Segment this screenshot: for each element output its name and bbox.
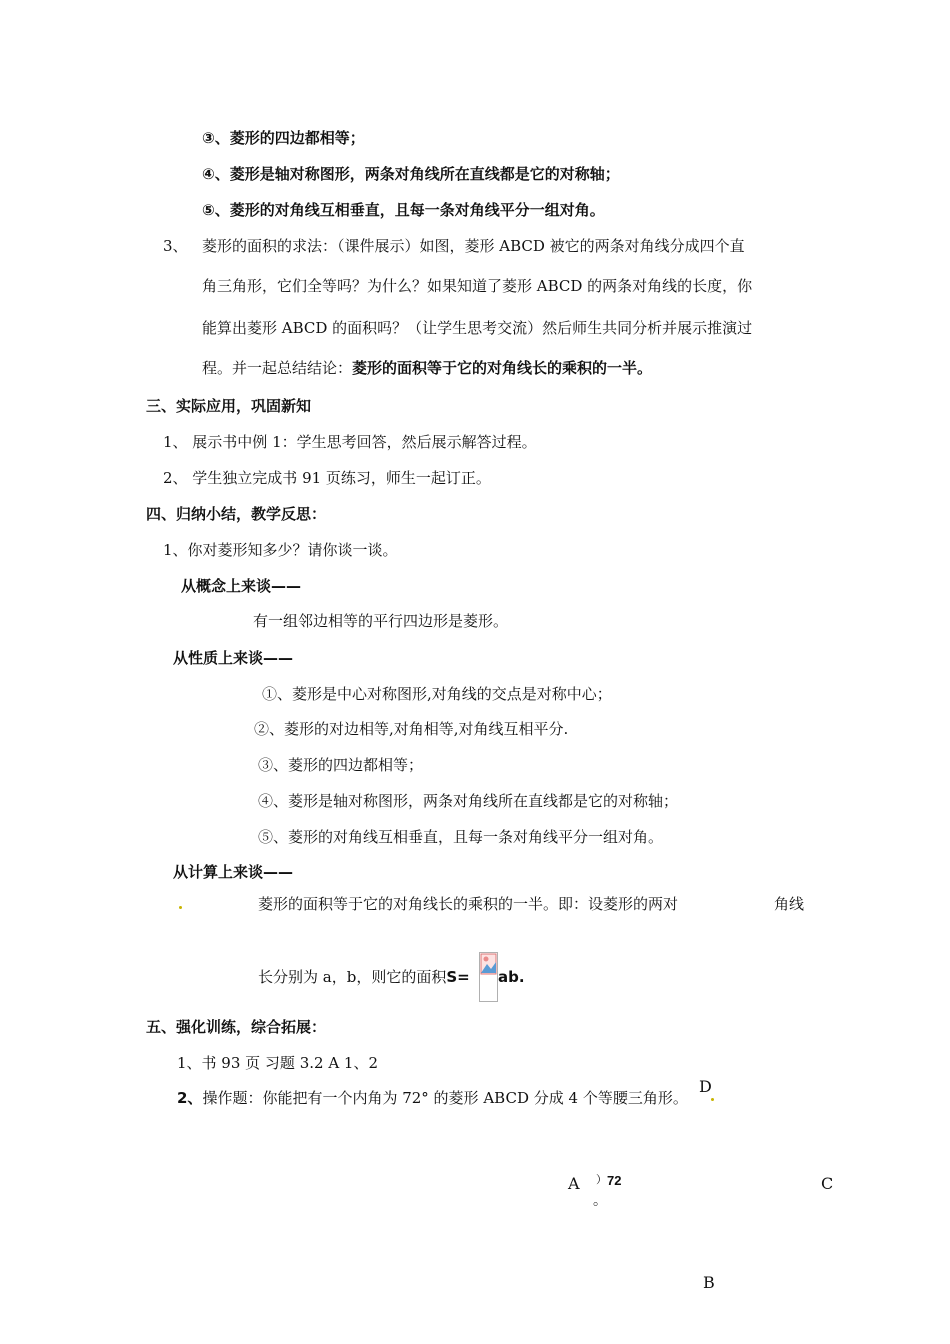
calculation-line-1: 菱形的面积等于它的对角线长的乘积的一半。即：设菱形的两对 [258,895,679,913]
area-line-3: 能算出菱形 ABCD 的面积吗？（让学生思考交流）然后师生共同分析并展示推演过 [202,319,753,337]
summary-property-1: ①、菱形是中心对称图形,对角线的交点是对称中心； [262,685,612,703]
area-line-4-plain: 程。并一起总结结论： [202,359,353,377]
section-5-item-2 [177,1088,688,1108]
figure-degree-mark: 。 [593,1193,607,1209]
area-line-4 [202,358,652,378]
property-3-bold: ③、菱形的四边都相等； [202,129,365,147]
section-3-item-1: 1、 展示书中例 1：学生思考回答，然后展示解答过程。 [163,433,537,451]
figure-label-c: C [821,1174,834,1193]
summary-property-3: ③、菱形的四边都相等； [258,756,424,774]
calculation-line-2 [258,967,470,987]
section-5-title: 五、强化训练，综合拓展： [146,1018,327,1036]
section-5-item-2-number: 2、 [177,1089,203,1107]
broken-image-icon [480,953,497,975]
figure-angle-mark: ） [596,1174,607,1186]
calculation-line-2-text: 长分别为 a，b，则它的面积 [258,968,447,986]
section-5-item-2-text: 操作题：你能把有一个内角为 72° 的菱形 ABCD 分成 4 个等腰三角形。 [202,1089,688,1107]
section-4-question: 1、你对菱形知多少？请你谈一谈。 [163,541,398,559]
summary-property-5: ⑤、菱形的对角线互相垂直，且每一条对角线平分一组对角。 [258,828,664,846]
concept-heading: 从概念上来谈—— [181,577,302,595]
property-5-bold: ⑤、菱形的对角线互相垂直，且每一条对角线平分一组对角。 [202,201,605,219]
area-item-number: 3、 [163,237,188,255]
area-line-1: 菱形的面积的求法：（课件展示）如图，菱形 ABCD 被它的两条对角线分成四个直 [202,237,745,255]
figure-angle-value: 72 [607,1173,622,1188]
section-3-title: 三、实际应用，巩固新知 [146,397,312,415]
formula-s: S= [446,968,470,986]
marker-dot [179,906,182,909]
figure-label-b: B [703,1273,715,1292]
summary-property-2: ②、菱形的对边相等,对角相等,对角线互相平分. [254,720,569,738]
fraction-image-placeholder [479,952,498,1002]
section-4-title: 四、归纳小结，教学反思： [146,505,327,523]
formula-ab: ab. [498,968,525,986]
property-heading: 从性质上来谈—— [173,649,294,667]
calculation-heading: 从计算上来谈—— [173,863,294,881]
figure-label-d: D [699,1077,712,1096]
property-4-bold: ④、菱形是轴对称图形，两条对角线所在直线都是它的对称轴； [202,165,620,183]
summary-property-4: ④、菱形是轴对称图形，两条对角线所在直线都是它的对称轴； [258,792,679,810]
section-3-item-2: 2、 学生独立完成书 91 页练习，师生一起订正。 [163,469,491,487]
figure-label-a: A [568,1174,580,1193]
concept-text: 有一组邻边相等的平行四边形是菱形。 [253,612,509,630]
section-5-item-1: 1、书 93 页 习题 3.2 A 1、2 [177,1054,379,1072]
calculation-line-1-end: 角线 [774,895,805,913]
area-conclusion: 菱形的面积等于它的对角线长的乘积的一半。 [352,359,653,377]
marker-dot [711,1098,714,1101]
area-line-2: 角三角形，它们全等吗？为什么？如果知道了菱形 ABCD 的两条对角线的长度，你 [202,277,753,295]
